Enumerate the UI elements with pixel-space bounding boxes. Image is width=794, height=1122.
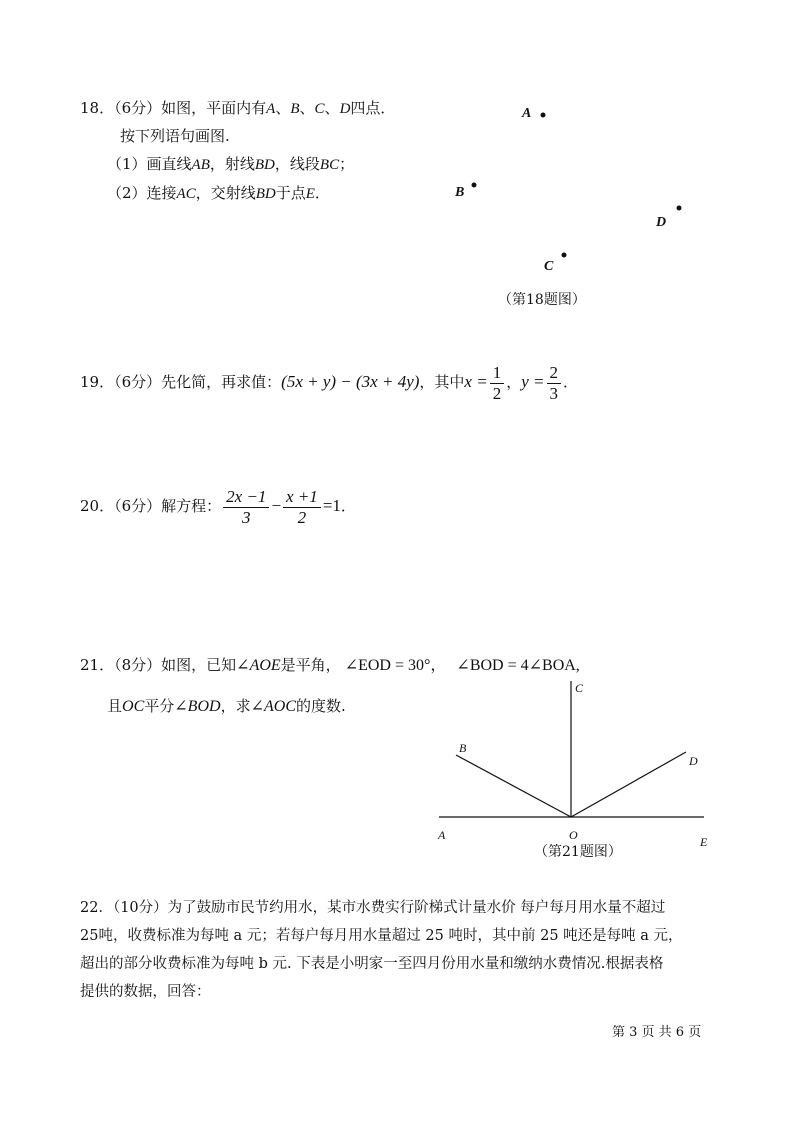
- q22-line2: 25吨，收费标准为每吨 a 元；若每户每月用水量超过 25 吨时，其中前 25 吨还是每吨 a 元，: [80, 928, 683, 944]
- fig18-caption: （第18题图）: [498, 292, 586, 308]
- fig21-label-d: D: [689, 754, 698, 768]
- q18-item1: [107, 154, 354, 175]
- q21-text-b: 是平角，: [280, 656, 341, 674]
- q19-expression: (5x + y) − (3x + 4y): [281, 372, 420, 391]
- q19-score: （6分）: [114, 373, 162, 391]
- q19-end: ．: [563, 373, 579, 391]
- item2-prefix: （2）连接: [107, 184, 177, 202]
- q18-text-b: 四点．: [350, 99, 396, 117]
- item2-mid: ，交射线: [195, 184, 256, 202]
- q18-number: 18．: [80, 99, 115, 117]
- item2-end: ．: [314, 184, 330, 202]
- q18-line2: 按下列语句画图.: [120, 127, 230, 145]
- q19-comma: ，: [506, 373, 522, 391]
- q18-item2: [107, 183, 330, 204]
- ray-bd: BD: [254, 157, 275, 173]
- q20-end: ．: [340, 497, 356, 515]
- item1-mid2: ，线段: [274, 155, 320, 173]
- q20-fraction-2: [283, 487, 321, 528]
- fig18-label-d: D: [656, 215, 667, 230]
- q20-rhs: =1: [322, 496, 341, 515]
- fig18-dot-c: [559, 250, 569, 260]
- fig18-label-b: B: [455, 185, 465, 200]
- fig21-label-o: O: [569, 828, 578, 842]
- q20-line: [80, 485, 356, 527]
- q20-f2-den: 2: [297, 507, 307, 527]
- fig21-label-a: A: [438, 828, 446, 842]
- q21-line1: [80, 655, 580, 676]
- q20-fraction-1: [223, 487, 269, 528]
- fig21-label-b: B: [459, 741, 467, 755]
- q20-text: 解方程：: [161, 497, 222, 515]
- q21-number: 21．: [80, 656, 115, 674]
- q20-f1-den: 3: [242, 507, 251, 527]
- point-b-ref: B: [290, 101, 300, 117]
- q19-x-lhs: x =: [464, 372, 488, 391]
- page-footer: 第 3 页 共 6 页: [612, 1025, 702, 1040]
- q21-text-d: 平分: [144, 697, 175, 715]
- angle-aoe: ∠AOE: [236, 657, 281, 674]
- fig18-dot-a: [538, 110, 548, 120]
- q19-y-fraction: [547, 363, 562, 404]
- seg-ac: AC: [176, 186, 196, 202]
- q21-text-f: 的度数.: [295, 697, 346, 715]
- fig18-dot-b: [469, 180, 479, 190]
- fig21-label-c: C: [575, 681, 584, 695]
- q21-text-e: ，求: [220, 697, 251, 715]
- q19-text: 先化简，再求值：: [161, 373, 282, 391]
- point-e: E: [305, 186, 315, 202]
- q22-line4: 提供的数据，回答：: [80, 984, 211, 1000]
- q21-line2: [107, 696, 346, 717]
- q18-score: （6分）: [114, 99, 162, 117]
- q19-x-den: 2: [492, 383, 502, 403]
- point-d-ref: D: [339, 101, 351, 117]
- sep: 、: [299, 99, 315, 117]
- q21-text-a: 如图，已知: [161, 656, 237, 674]
- fig18-label-c: C: [544, 259, 554, 274]
- ray-bd-2: BD: [255, 186, 276, 202]
- q22-line1: 22．（10分）为了鼓励市民节约用水，某市水费实行阶梯式计量水价 每户每月用水量不超过: [80, 900, 666, 916]
- q19-y-lhs: y =: [521, 372, 545, 391]
- q19-number: 19．: [80, 373, 115, 391]
- q21-score: （8分）: [114, 656, 162, 674]
- angle-aoc: ∠AOC: [250, 698, 296, 715]
- q19-where: ，其中: [419, 373, 465, 391]
- q19-y-num: 2: [547, 363, 562, 384]
- q20-score: （6分）: [114, 497, 162, 515]
- angle-bod: ∠BOD = 4∠BOA,: [456, 657, 580, 674]
- fig21-lines: [430, 675, 720, 835]
- sep: 、: [275, 99, 291, 117]
- q20-minus: −: [271, 496, 282, 515]
- point-a-ref: A: [266, 101, 276, 117]
- fig21-label-e: E: [700, 835, 708, 849]
- q22-line3: 超出的部分收费标准为每吨 b 元. 下表是小明家一至四月份用水量和缴纳水费情况.根据表格: [80, 956, 664, 972]
- item2-mid2: 于点: [275, 184, 306, 202]
- item1-prefix: （1）画直线: [107, 155, 192, 173]
- fig18-dot-d: [674, 203, 684, 213]
- segment-bc: BC: [319, 157, 340, 173]
- q19-y-den: 3: [549, 383, 558, 403]
- q19-x-fraction: [490, 363, 505, 404]
- angle-bod-2: ∠BOD: [174, 698, 221, 715]
- fig18-label-a: A: [522, 106, 532, 121]
- q20-f1-num: 2x −1: [223, 487, 269, 508]
- q19-x-num: 1: [490, 363, 505, 384]
- sep: 、: [324, 99, 340, 117]
- item1-mid1: ，射线: [209, 155, 255, 173]
- item1-end: ；: [339, 155, 355, 173]
- point-c-ref: C: [314, 101, 325, 117]
- q21-text-c: 且: [107, 697, 123, 715]
- angle-eod: ∠EOD = 30°，: [344, 657, 447, 674]
- ray-oc: OC: [122, 698, 145, 715]
- q18-text-a: 如图，平面内有: [161, 99, 267, 117]
- q19-line: [80, 362, 578, 402]
- line-ab: AB: [191, 157, 210, 173]
- fig21-caption: （第21题图）: [534, 844, 622, 860]
- q20-number: 20．: [80, 497, 115, 515]
- q20-f2-num: x +1: [283, 487, 321, 508]
- q18-line1: [80, 98, 395, 119]
